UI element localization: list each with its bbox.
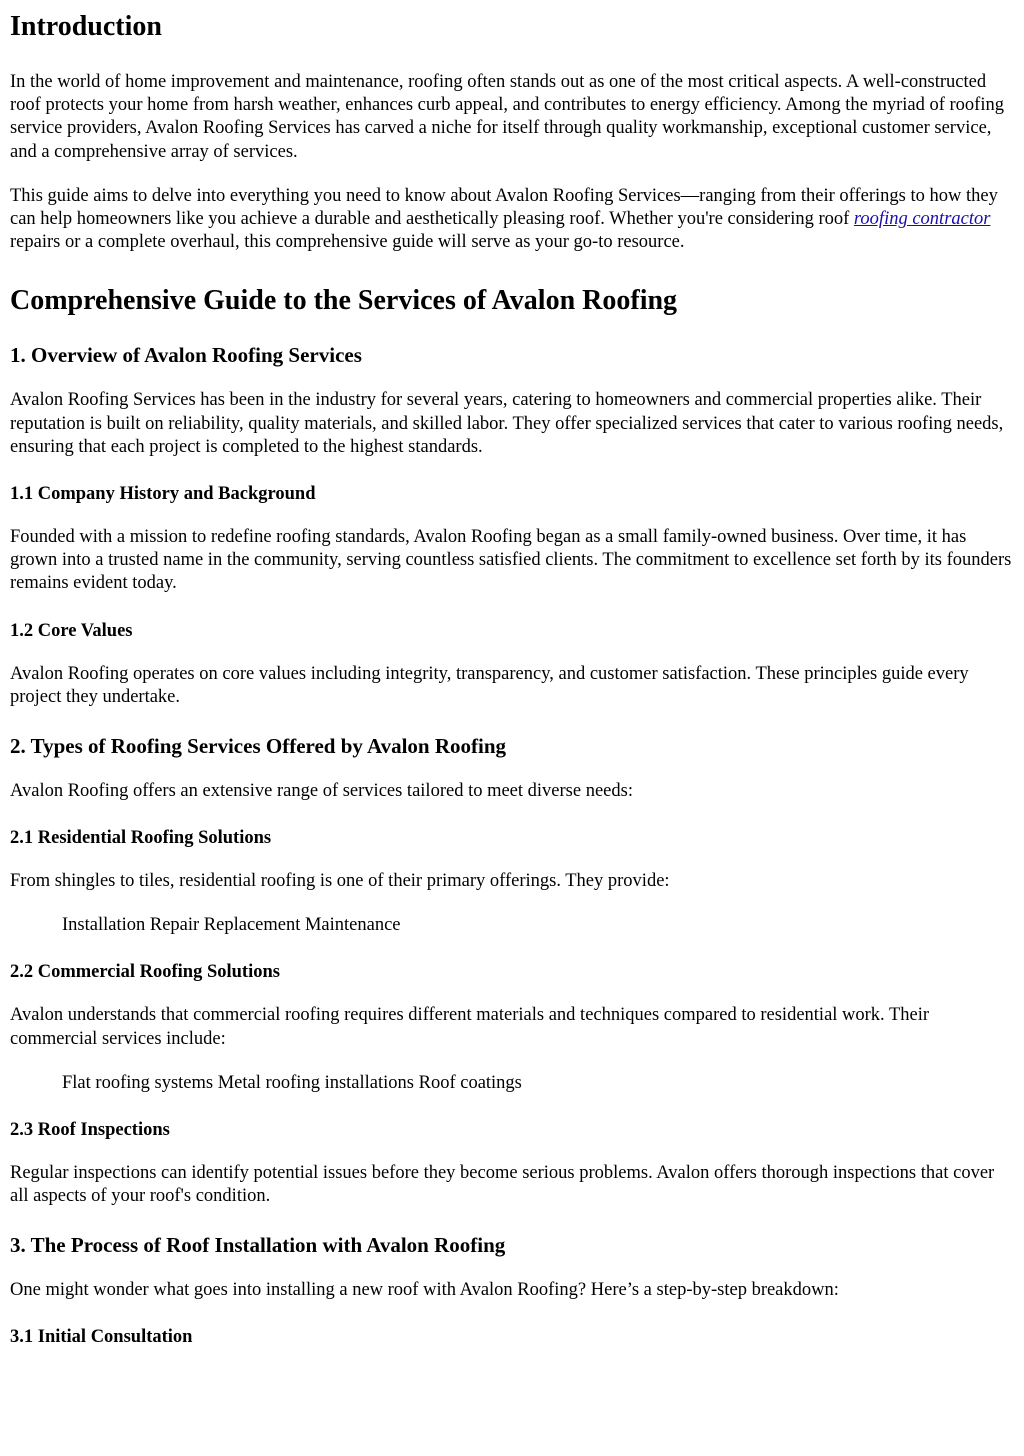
guide-heading: Comprehensive Guide to the Services of Avalon Roofing: [10, 285, 678, 317]
section-1-1-paragraph: Founded with a mission to redefine roofing standards, Avalon Roofing began as a small family-owned business. Over time, it has grown into a trusted name in the community, serving countless satisfied clients. The commitment to excellence set forth by its founders remains evident today.: [10, 527, 1012, 594]
intro-paragraph-2-text-before: This guide aims to delve into everything you need to know about Avalon Roofing Services—ranging from their offerings to how they can help homeowners like you achieve a durable and aesthetically pleasing roof. Whether you're considering roof: [10, 185, 998, 230]
roofing-contractor-link[interactable]: roofing contractor: [853, 209, 991, 230]
section-1-2-paragraph: Avalon Roofing operates on core values including integrity, transparency, and customer satisfaction. These principles guide every project they undertake.: [10, 663, 969, 707]
section-1-paragraph: Avalon Roofing Services has been in the industry for several years, catering to homeowners and commercial properties alike. Their reputation is built on reliability, quality materials, and skilled labor. They offer specialized services that cater to various roofing needs, ensuring that each project is completed to the highest standards.: [10, 390, 1004, 457]
section-2-1-heading: 2.1 Residential Roofing Solutions: [10, 828, 272, 849]
section-3-heading: 3. The Process of Roof Installation with Avalon Roofing: [10, 1233, 506, 1258]
section-2-3-heading: 2.3 Roof Inspections: [10, 1119, 170, 1140]
section-2-2-paragraph: Avalon understands that commercial roofing requires different materials and techniques compared to residential work. Their commercial services include:: [10, 1005, 930, 1049]
article: [0, 10, 1024, 1348]
section-3-1-heading: 3.1 Initial Consultation: [10, 1327, 193, 1348]
section-2-2-heading: 2.2 Commercial Roofing Solutions: [10, 962, 280, 983]
residential-services-list: Installation Repair Replacement Maintenance: [62, 915, 401, 936]
section-2-1-paragraph: From shingles to tiles, residential roofing is one of their primary offerings. They provide:: [10, 871, 670, 892]
section-1-2-heading: 1.2 Core Values: [10, 620, 133, 641]
intro-paragraph-2: [10, 185, 1014, 255]
intro-heading: Introduction: [10, 11, 162, 42]
section-3-paragraph: One might wonder what goes into installing a new roof with Avalon Roofing? Here’s a step-by-step breakdown:: [10, 1280, 839, 1301]
section-2-heading: 2. Types of Roofing Services Offered by Avalon Roofing: [10, 734, 507, 759]
section-2-paragraph: Avalon Roofing offers an extensive range of services tailored to meet diverse needs:: [10, 781, 633, 802]
section-1-1-heading: 1.1 Company History and Background: [10, 484, 316, 505]
intro-paragraph-1: In the world of home improvement and maintenance, roofing often stands out as one of the most critical aspects. A well-constructed roof protects your home from harsh weather, enhances curb appeal, and contributes to energy efficiency. Among the myriad of roofing service providers, Avalon Roofing Services has carved a niche for itself through quality workmanship, exceptional customer service, and a comprehensive array of services.: [10, 72, 1004, 162]
section-2-3-paragraph: Regular inspections can identify potential issues before they become serious problems. Avalon offers thorough inspections that cover all aspects of your roof's condition.: [10, 1162, 995, 1207]
commercial-services-list: Flat roofing systems Metal roofing installations Roof coatings: [62, 1072, 522, 1093]
intro-paragraph-2-text-after: repairs or a complete overhaul, this comprehensive guide will serve as your go-to resource.: [10, 232, 685, 253]
section-1-heading: 1. Overview of Avalon Roofing Services: [10, 343, 362, 368]
